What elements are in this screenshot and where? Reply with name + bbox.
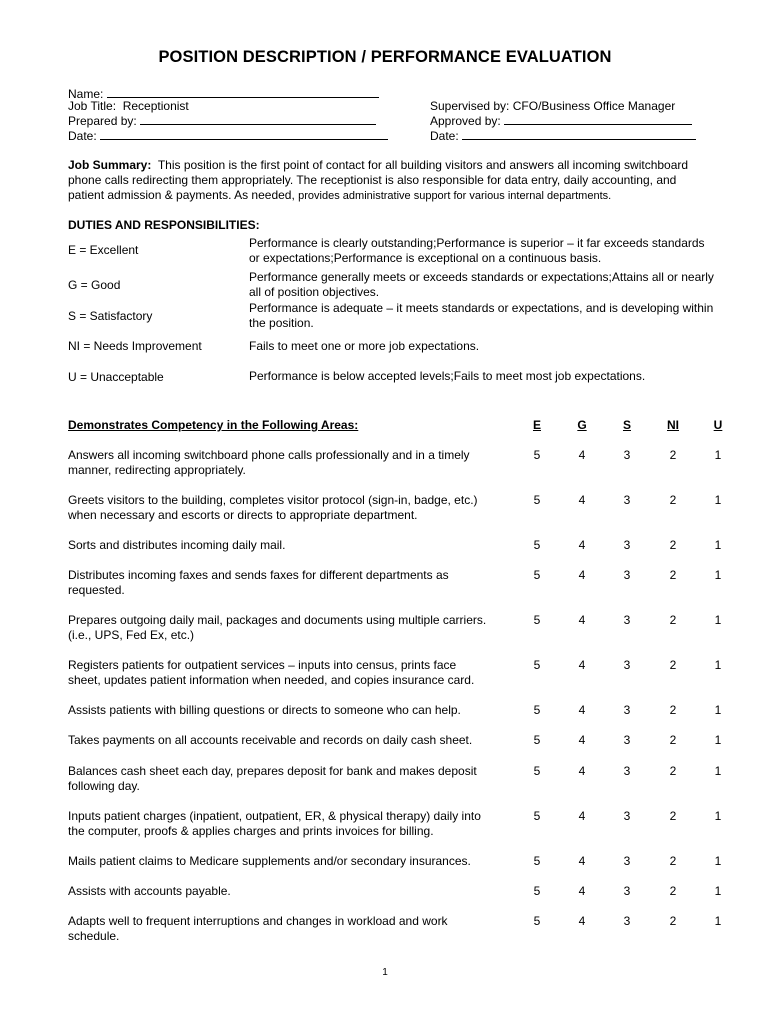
competency-text: schedule. <box>68 929 120 943</box>
score-option[interactable]: 3 <box>623 854 631 868</box>
score-option[interactable]: 3 <box>623 448 631 462</box>
score-option[interactable]: 4 <box>578 658 586 672</box>
score-option[interactable]: 2 <box>669 884 677 898</box>
score-option[interactable]: 1 <box>714 448 722 462</box>
column-header-u: U <box>713 418 723 432</box>
score-option[interactable]: 1 <box>714 809 722 823</box>
table-row <box>68 764 508 794</box>
score-option[interactable]: 3 <box>623 568 631 582</box>
column-header-ni: NI <box>667 418 679 432</box>
table-row <box>68 809 508 839</box>
rating-description-line: or expectations;Performance is exceptional on a continuous basis. <box>249 251 602 265</box>
name-label: Name: <box>68 87 104 101</box>
competency-text: Adapts well to frequent interruptions and changes in workload and work <box>68 914 448 928</box>
score-option[interactable]: 5 <box>533 733 541 747</box>
date2-blank[interactable] <box>462 128 696 140</box>
score-option[interactable]: 4 <box>578 538 586 552</box>
competency-text: the computer, proofs & applies charges and prints invoices for billing. <box>68 824 434 838</box>
competency-text: Mails patient claims to Medicare supplements and/or secondary insurances. <box>68 854 471 868</box>
rating-description-line: all of position objectives. <box>249 285 380 299</box>
score-option[interactable]: 1 <box>714 493 722 507</box>
job-summary-line2: phone calls redirecting them appropriately. The receptionist is also responsible for data entry, daily accounting, and <box>68 173 677 187</box>
competency-text: Sorts and distributes incoming daily mail. <box>68 538 286 552</box>
competency-heading: Demonstrates Competency in the Following Areas: <box>68 418 359 432</box>
job-summary-label: Job Summary: <box>68 158 152 172</box>
table-row <box>68 703 508 718</box>
score-option[interactable]: 2 <box>669 733 677 747</box>
score-option[interactable]: 5 <box>533 448 541 462</box>
date2-label: Date: <box>430 129 459 143</box>
competency-text: Registers patients for outpatient services – inputs into census, prints face <box>68 658 457 672</box>
job-summary-line3b: provides administrative support for various internal departments. <box>298 190 612 202</box>
score-option[interactable]: 1 <box>714 703 722 717</box>
score-option[interactable]: 3 <box>623 914 631 928</box>
page-number: 1 <box>382 967 388 978</box>
date2-field <box>430 128 696 144</box>
competency-text: Takes payments on all accounts receivable and records on daily cash sheet. <box>68 733 473 747</box>
competency-text: when necessary and escorts or directs to appropriate department. <box>68 508 418 522</box>
score-option[interactable]: 4 <box>578 764 586 778</box>
competency-text: Assists patients with billing questions or directs to someone who can help. <box>68 703 461 717</box>
score-option[interactable]: 5 <box>533 854 541 868</box>
rating-description-line: Performance is below accepted levels;Fails to meet most job expectations. <box>249 369 646 383</box>
column-header-e: E <box>532 418 541 432</box>
score-option[interactable]: 2 <box>669 613 677 627</box>
date-field <box>68 128 388 144</box>
score-option[interactable]: 4 <box>578 884 586 898</box>
score-option[interactable]: 3 <box>623 884 631 898</box>
job-title-value: Receptionist <box>122 99 189 113</box>
score-option[interactable]: 2 <box>669 809 677 823</box>
score-option[interactable]: 4 <box>578 914 586 928</box>
competency-text: Balances cash sheet each day, prepares deposit for bank and makes deposit <box>68 764 477 778</box>
competency-text: (i.e., UPS, Fed Ex, etc.) <box>68 628 195 642</box>
job-summary-line1: This position is the first point of contact for all building visitors and answers all incoming switchboard <box>157 158 689 172</box>
score-option[interactable]: 3 <box>623 613 631 627</box>
approved-by-field <box>430 113 692 129</box>
supervised-by-label: Supervised by: <box>430 99 510 113</box>
rating-description-line: Fails to meet one or more job expectations. <box>249 339 480 353</box>
score-option[interactable]: 3 <box>623 658 631 672</box>
score-option[interactable]: 5 <box>533 884 541 898</box>
column-header-g: G <box>577 418 587 432</box>
prepared-by-blank[interactable] <box>140 113 376 125</box>
score-option[interactable]: 5 <box>533 703 541 717</box>
rating-label: U = Unacceptable <box>68 370 164 384</box>
score-option[interactable]: 1 <box>714 884 722 898</box>
competency-text: Inputs patient charges (inpatient, outpatient, ER, & physical therapy) daily into <box>68 809 481 823</box>
rating-description <box>249 369 645 384</box>
score-option[interactable]: 3 <box>623 733 631 747</box>
table-row <box>68 884 508 899</box>
rating-label: E = Excellent <box>68 243 139 257</box>
rating-description <box>249 270 714 300</box>
supervised-by-value: CFO/Business Office Manager <box>512 99 676 113</box>
score-option[interactable]: 5 <box>533 914 541 928</box>
competency-text: Answers all incoming switchboard phone calls professionally and in a timely <box>68 448 470 462</box>
score-option[interactable]: 5 <box>533 568 541 582</box>
date-blank[interactable] <box>100 128 388 140</box>
rating-description <box>249 339 479 354</box>
rating-description-line: Performance generally meets or exceeds standards or expectations;Attains all or nearly <box>249 270 714 284</box>
table-row <box>68 658 508 688</box>
table-row <box>68 733 508 748</box>
score-option[interactable]: 2 <box>669 764 677 778</box>
job-summary <box>68 158 728 204</box>
job-summary-line3a: patient admission & payments. As needed, <box>68 188 295 202</box>
name-blank[interactable] <box>107 86 379 98</box>
score-option[interactable]: 2 <box>669 914 677 928</box>
score-option[interactable]: 3 <box>623 764 631 778</box>
prepared-by-label: Prepared by: <box>68 114 137 128</box>
competency-text: requested. <box>68 583 125 597</box>
score-option[interactable]: 3 <box>623 538 631 552</box>
table-row <box>68 448 508 478</box>
competency-text: Prepares outgoing daily mail, packages and documents using multiple carriers. <box>68 613 487 627</box>
rating-description <box>249 236 705 266</box>
approved-by-blank[interactable] <box>504 113 692 125</box>
competency-text: Greets visitors to the building, completes visitor protocol (sign-in, badge, etc.) <box>68 493 478 507</box>
rating-description-line: Performance is clearly outstanding;Performance is superior – it far exceeds standards <box>249 236 705 250</box>
table-row <box>68 613 508 643</box>
rating-description-line: Performance is adequate – it meets standards or expectations, and is developing within <box>249 301 714 315</box>
score-option[interactable]: 2 <box>669 538 677 552</box>
date-label: Date: <box>68 129 97 143</box>
job-title-label: Job Title: <box>68 99 117 113</box>
score-option[interactable]: 4 <box>578 493 586 507</box>
score-option[interactable]: 1 <box>714 764 722 778</box>
score-option[interactable]: 2 <box>669 493 677 507</box>
score-option[interactable]: 1 <box>714 658 722 672</box>
supervised-by-field <box>430 99 675 114</box>
score-option[interactable]: 2 <box>669 568 677 582</box>
score-option[interactable]: 4 <box>578 448 586 462</box>
score-option[interactable]: 5 <box>533 613 541 627</box>
score-option[interactable]: 1 <box>714 733 722 747</box>
table-row <box>68 493 508 523</box>
score-option[interactable]: 5 <box>533 658 541 672</box>
score-option[interactable]: 2 <box>669 703 677 717</box>
competency-text: Distributes incoming faxes and sends faxes for different departments as <box>68 568 449 582</box>
score-option[interactable]: 1 <box>714 613 722 627</box>
score-option[interactable]: 4 <box>578 568 586 582</box>
score-option[interactable]: 3 <box>623 809 631 823</box>
score-option[interactable]: 5 <box>533 764 541 778</box>
score-option[interactable]: 1 <box>714 538 722 552</box>
score-option[interactable]: 4 <box>578 613 586 627</box>
duties-heading: DUTIES AND RESPONSIBILITIES: <box>68 218 260 232</box>
score-option[interactable]: 2 <box>669 448 677 462</box>
approved-by-label: Approved by: <box>430 114 501 128</box>
rating-description <box>249 301 713 331</box>
rating-label: S = Satisfactory <box>68 309 153 323</box>
score-option[interactable]: 5 <box>533 493 541 507</box>
competency-text: sheet, updates patient information when needed, and copies insurance card. <box>68 673 475 687</box>
table-row <box>68 914 508 944</box>
score-option[interactable]: 1 <box>714 854 722 868</box>
score-option[interactable]: 5 <box>533 809 541 823</box>
column-header-s: S <box>622 418 631 432</box>
competency-text: Assists with accounts payable. <box>68 884 231 898</box>
rating-label: NI = Needs Improvement <box>68 339 202 353</box>
rating-label: G = Good <box>68 278 121 292</box>
score-option[interactable]: 5 <box>533 538 541 552</box>
score-option[interactable]: 1 <box>714 568 722 582</box>
competency-text: manner, redirecting appropriately. <box>68 463 246 477</box>
score-option[interactable]: 1 <box>714 914 722 928</box>
score-option[interactable]: 4 <box>578 703 586 717</box>
score-option[interactable]: 4 <box>578 854 586 868</box>
table-row <box>68 854 508 869</box>
page-title: POSITION DESCRIPTION / PERFORMANCE EVALUATION <box>158 48 612 66</box>
score-option[interactable]: 3 <box>623 493 631 507</box>
score-option[interactable]: 2 <box>669 854 677 868</box>
competency-text: following day. <box>68 779 140 793</box>
table-row <box>68 538 508 553</box>
table-row <box>68 568 508 598</box>
score-option[interactable]: 4 <box>578 809 586 823</box>
score-option[interactable]: 3 <box>623 703 631 717</box>
score-option[interactable]: 2 <box>669 658 677 672</box>
prepared-by-field <box>68 113 376 129</box>
rating-description-line: the position. <box>249 316 314 330</box>
job-title-field <box>68 99 189 114</box>
score-option[interactable]: 4 <box>578 733 586 747</box>
